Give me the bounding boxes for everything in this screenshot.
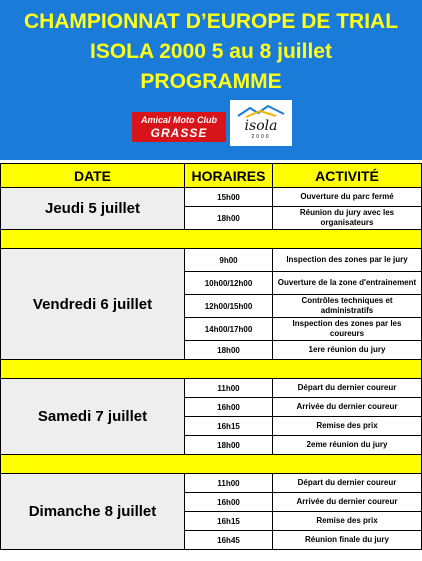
event-activity-cell: Réunion du jury avec les organisateurs <box>273 207 422 230</box>
event-time-cell: 18h00 <box>185 207 273 230</box>
separator-cell <box>1 230 422 249</box>
event-activity-cell: Ouverture du parc fermé <box>273 188 422 207</box>
column-header-horaires: HORAIRES <box>185 164 273 188</box>
amical-logo-text: Amical Moto Club <box>141 115 217 125</box>
title-line-1: CHAMPIONNAT D’EUROPE DE TRIAL <box>23 10 399 33</box>
day-date-cell: Samedi 7 juillet <box>1 379 185 455</box>
separator-cell <box>1 360 422 379</box>
event-time-cell: 9h00 <box>185 249 273 272</box>
event-activity-cell: Départ du dernier coureur <box>273 379 422 398</box>
table-header-row <box>1 164 422 188</box>
event-activity-cell: Ouverture de la zone d'entrainement <box>273 272 422 295</box>
isola-logo-word: isola <box>244 118 278 134</box>
event-activity-cell: Inspection des zones par les coureurs <box>273 318 422 341</box>
event-time-cell: 15h00 <box>185 188 273 207</box>
table-row <box>1 379 422 398</box>
separator-row <box>1 455 422 474</box>
table-row <box>1 249 422 272</box>
isola-logo-year: 2000 <box>251 134 271 140</box>
event-activity-cell: Inspection des zones par le jury <box>273 249 422 272</box>
event-activity-cell: Contrôles techniques et administratifs <box>273 295 422 318</box>
day-date-cell: Dimanche 8 juillet <box>1 474 185 550</box>
separator-row <box>1 230 422 249</box>
separator-cell <box>1 455 422 474</box>
event-time-cell: 16h00 <box>185 398 273 417</box>
header-banner <box>0 0 422 160</box>
column-header-activite: ACTIVITÉ <box>273 164 422 188</box>
day-date-cell: Vendredi 6 juillet <box>1 249 185 360</box>
event-time-cell: 14h00/17h00 <box>185 318 273 341</box>
programme-table <box>0 163 422 550</box>
column-header-date: DATE <box>1 164 185 188</box>
event-activity-cell: Arrivée du dernier coureur <box>273 493 422 512</box>
amical-moto-club-logo <box>132 112 226 142</box>
mountain-swoosh-icon <box>236 104 286 118</box>
event-activity-cell: 2eme réunion du jury <box>273 436 422 455</box>
event-time-cell: 16h45 <box>185 531 273 550</box>
event-activity-cell: Départ du dernier coureur <box>273 474 422 493</box>
event-time-cell: 10h00/12h00 <box>185 272 273 295</box>
title-line-3: PROGRAMME <box>140 70 282 93</box>
event-activity-cell: 1ere réunion du jury <box>273 341 422 360</box>
event-activity-cell: Réunion finale du jury <box>273 531 422 550</box>
event-time-cell: 11h00 <box>185 474 273 493</box>
event-activity-cell: Remise des prix <box>273 417 422 436</box>
event-time-cell: 18h00 <box>185 436 273 455</box>
table-row <box>1 188 422 207</box>
event-time-cell: 16h00 <box>185 493 273 512</box>
grasse-logo-text: GRASSE <box>150 126 208 140</box>
title-line-2: ISOLA 2000 5 au 8 juillet <box>90 40 332 63</box>
event-time-cell: 18h00 <box>185 341 273 360</box>
day-date-cell: Jeudi 5 juillet <box>1 188 185 230</box>
isola-2000-logo <box>230 100 292 146</box>
event-time-cell: 11h00 <box>185 379 273 398</box>
event-time-cell: 16h15 <box>185 512 273 531</box>
event-time-cell: 16h15 <box>185 417 273 436</box>
separator-row <box>1 360 422 379</box>
table-row <box>1 474 422 493</box>
event-activity-cell: Arrivée du dernier coureur <box>273 398 422 417</box>
event-time-cell: 12h00/15h00 <box>185 295 273 318</box>
event-activity-cell: Remise des prix <box>273 512 422 531</box>
